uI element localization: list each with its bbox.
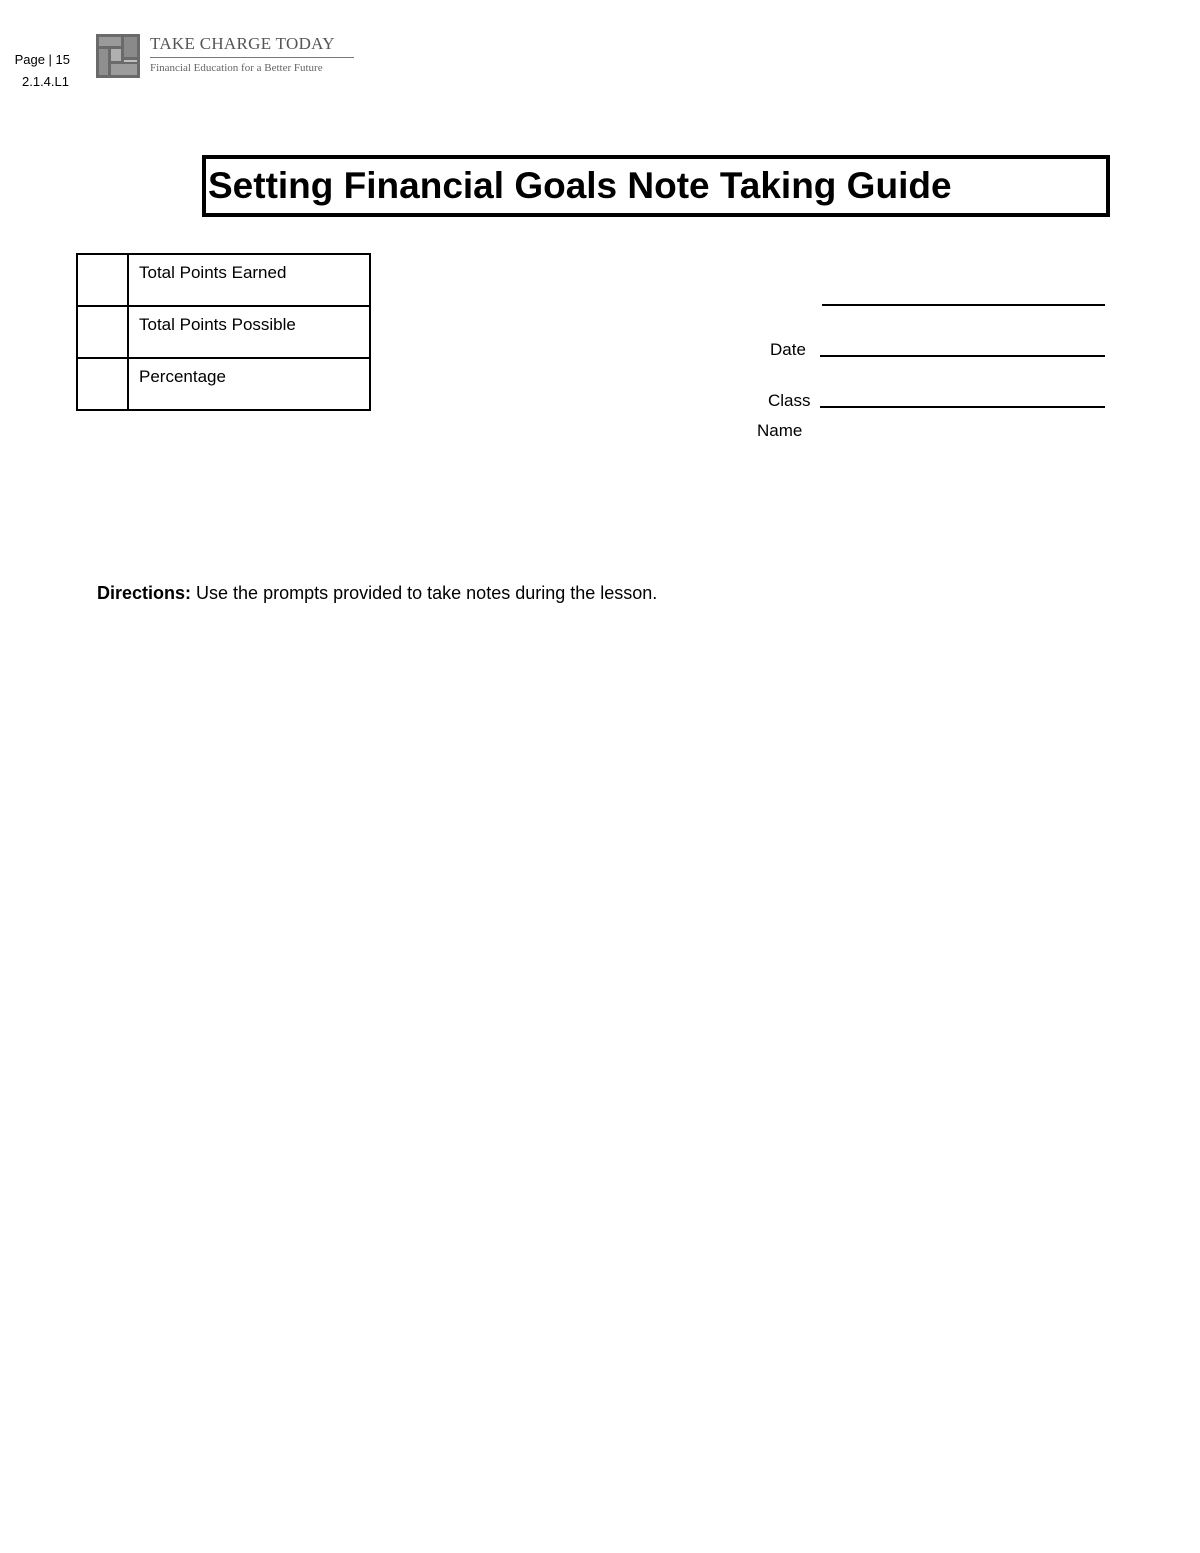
name-field-line[interactable] [822, 304, 1105, 306]
percentage-input-cell[interactable] [77, 358, 128, 410]
directions-label: Directions: [97, 583, 192, 603]
take-charge-today-logo-mark-icon [96, 34, 140, 78]
logo [96, 32, 358, 78]
directions [97, 583, 657, 604]
points-possible-input-cell[interactable] [77, 306, 128, 358]
logo-tagline: Financial Education for a Better Future [150, 62, 323, 74]
title-box [202, 155, 1110, 217]
name-label: Name [757, 421, 803, 440]
logo-title: TAKE CHARGE TODAY [150, 34, 335, 53]
class-label: Class [768, 391, 811, 410]
points-earned-label: Total Points Earned [128, 254, 370, 306]
logo-divider [150, 57, 354, 58]
page-number-block [8, 52, 70, 90]
class-field-line[interactable] [820, 406, 1105, 408]
points-possible-label: Total Points Possible [128, 306, 370, 358]
page-title: Setting Financial Goals Note Taking Guide [208, 165, 952, 206]
date-label: Date [770, 340, 806, 359]
points-earned-input-cell[interactable] [77, 254, 128, 306]
points-table [76, 253, 371, 411]
page-label: Page | 15 [14, 52, 70, 67]
table-row [77, 358, 370, 410]
date-field-line[interactable] [820, 355, 1105, 357]
lesson-code: 2.1.4.L1 [22, 74, 69, 89]
table-row [77, 306, 370, 358]
percentage-label: Percentage [128, 358, 370, 410]
directions-text: Use the prompts provided to take notes during the lesson. [191, 583, 658, 603]
table-row [77, 254, 370, 306]
